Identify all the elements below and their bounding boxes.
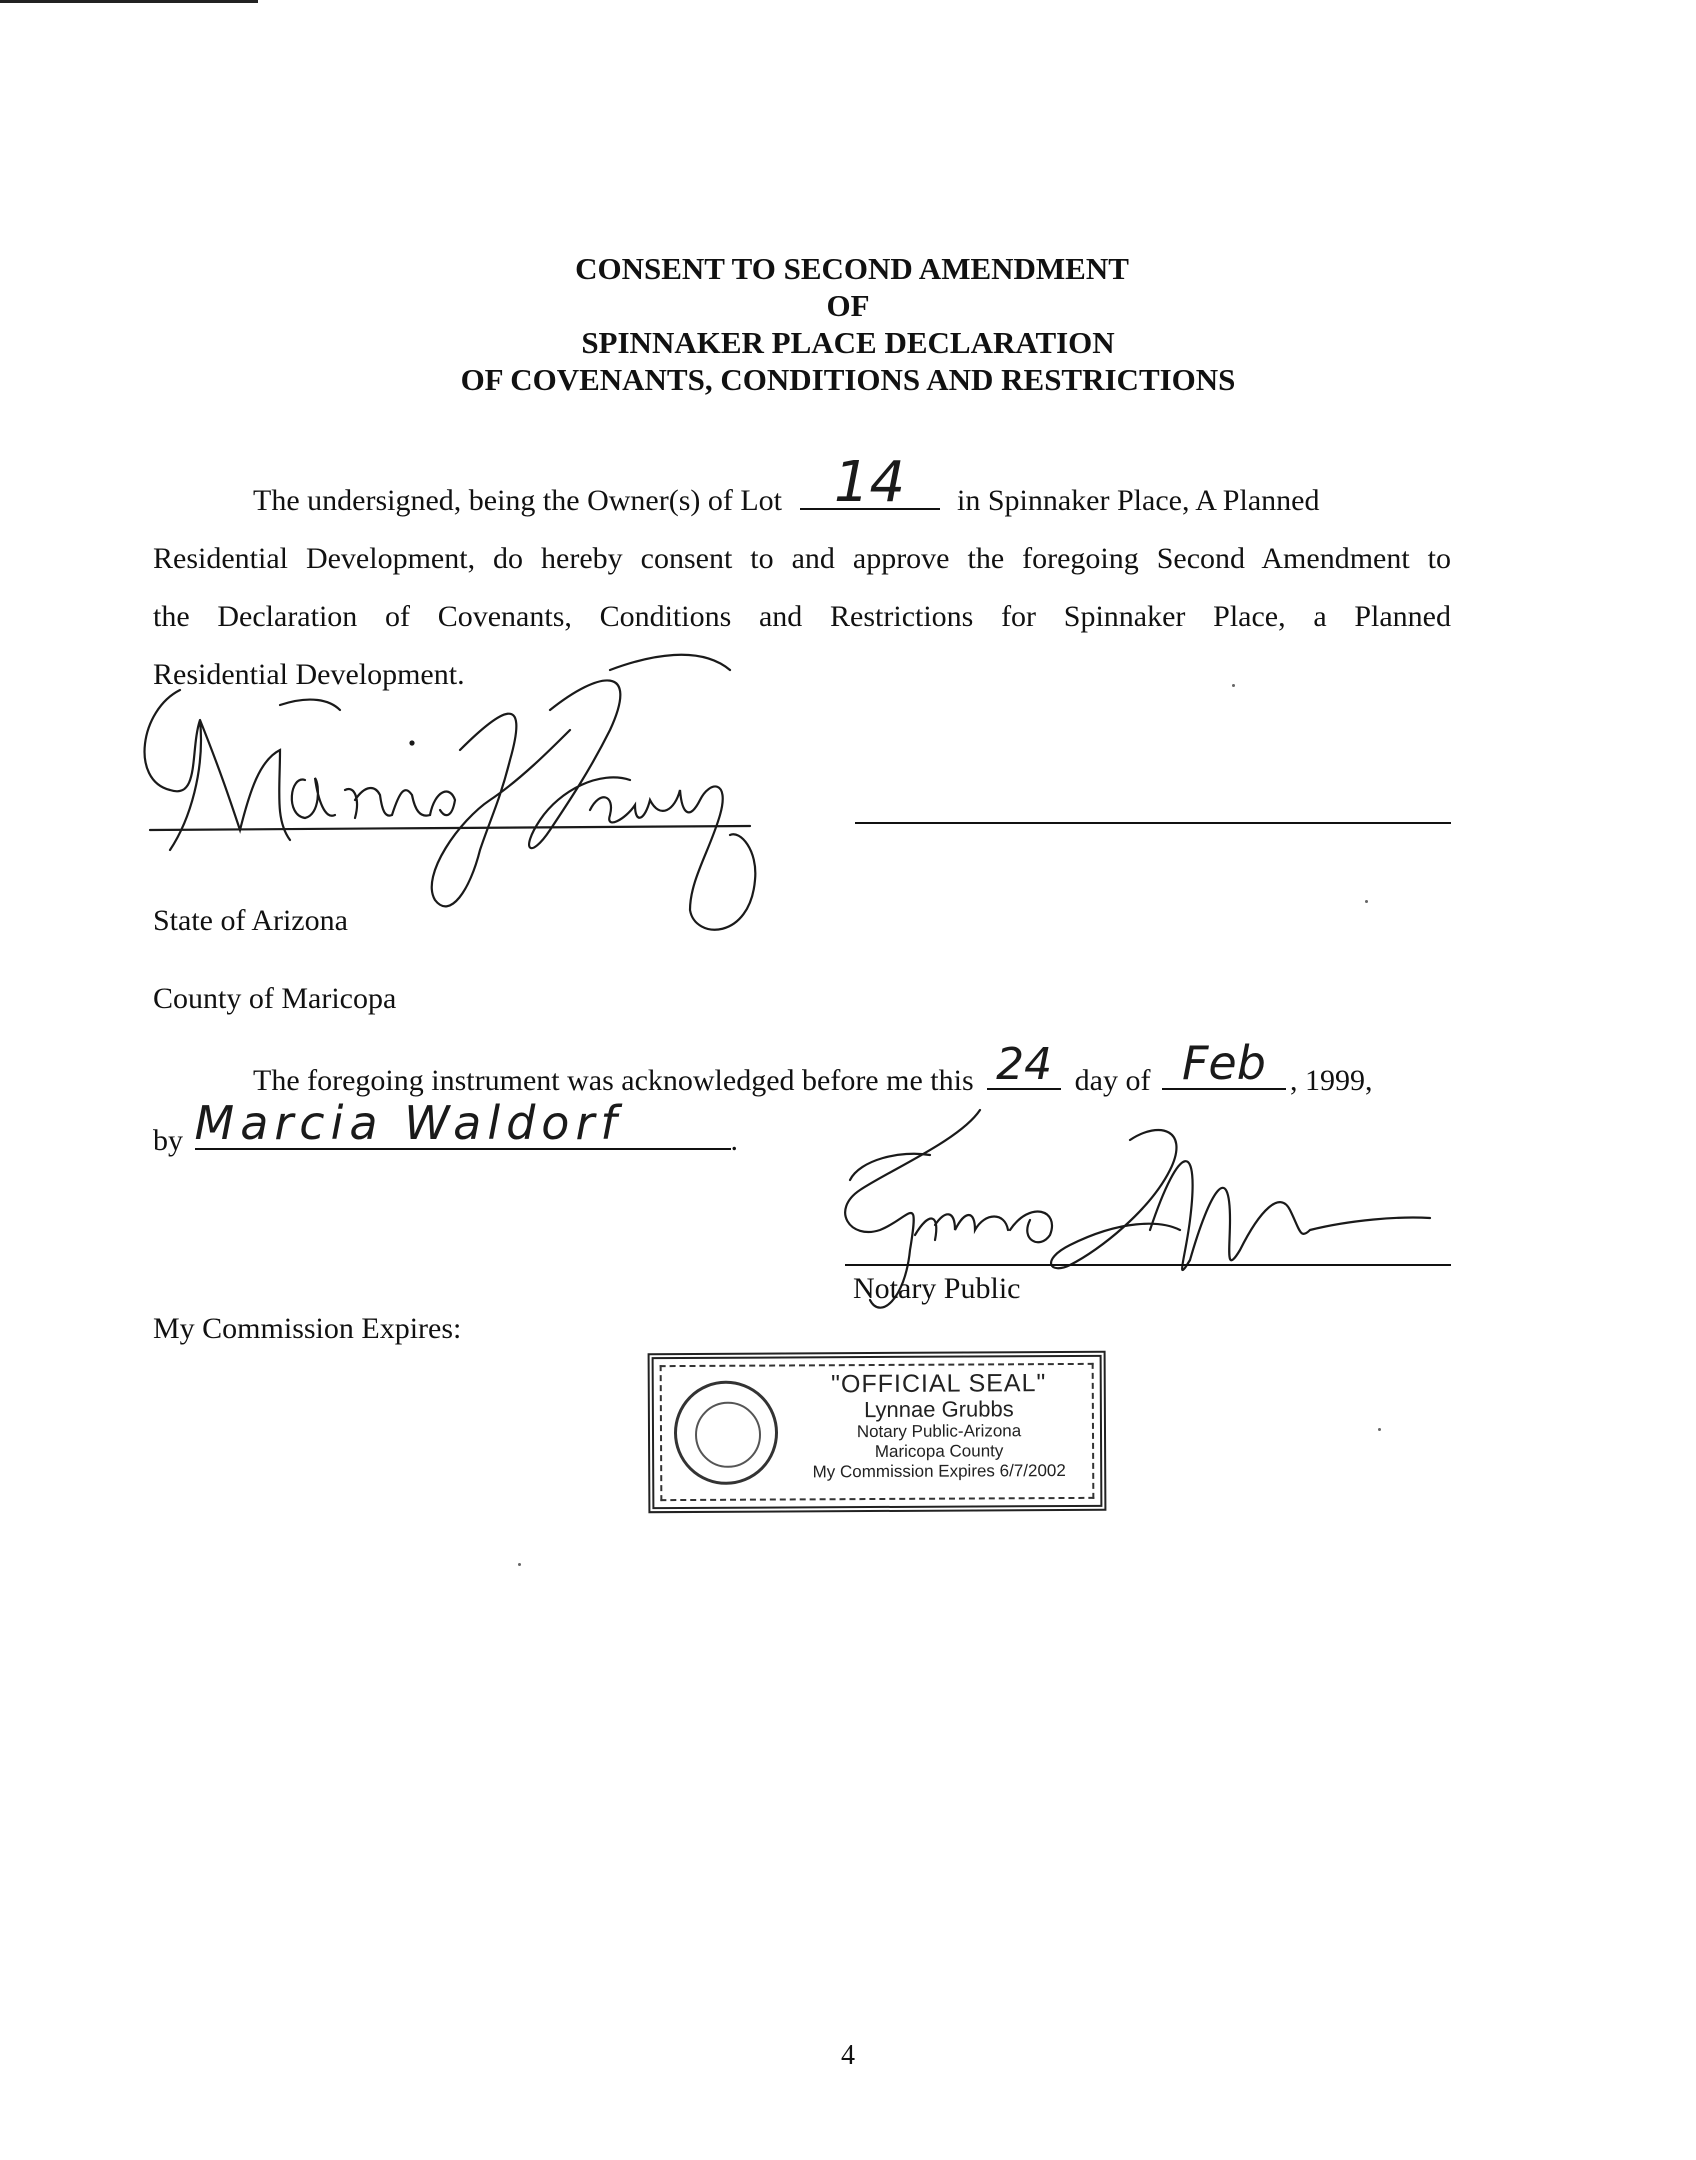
seal-title: "OFFICIAL SEAL"	[831, 1369, 1047, 1399]
lot-number-handwritten: 14	[833, 450, 906, 515]
seal-name: Lynnae Grubbs	[864, 1396, 1014, 1423]
by-end: .	[730, 1124, 738, 1157]
consent-line-2: Residential Development, do hereby consent to and approve the foregoing Second Amendment to	[153, 542, 1451, 575]
acknowledgement-line	[253, 1036, 1373, 1098]
lot-number-field	[800, 450, 940, 515]
consent-line-1-end: in Spinnaker Place, A Planned	[957, 484, 1320, 517]
title-line-1: CONSENT TO SECOND AMENDMENT	[575, 251, 1129, 286]
document-title	[0, 250, 1696, 398]
by-label: by	[153, 1124, 183, 1157]
by-name-field	[194, 1096, 731, 1150]
seal-text	[789, 1369, 1090, 1483]
title-line-4: OF COVENANTS, CONDITIONS AND RESTRICTIONS	[460, 362, 1236, 397]
official-seal-stamp	[648, 1351, 1107, 1513]
scan-speck	[1378, 1428, 1381, 1431]
scan-speck	[1232, 684, 1235, 687]
notary-public-label: Notary Public	[853, 1272, 1021, 1305]
consent-line-4: Residential Development.	[153, 658, 465, 691]
by-line	[153, 1096, 738, 1158]
ack-text-start: The foregoing instrument was acknowledged before me this	[253, 1064, 974, 1097]
ack-day-handwritten: 24	[996, 1039, 1053, 1090]
scan-edge-line	[0, 0, 258, 3]
signature-line-2	[855, 822, 1451, 824]
scan-speck	[518, 1563, 521, 1566]
seal-role: Notary Public-Arizona	[856, 1421, 1022, 1442]
state-line: State of Arizona	[153, 904, 348, 937]
ack-day-of: day of	[1074, 1064, 1151, 1097]
consent-line-3: the Declaration of Covenants, Conditions and Restrictions for Spinnaker Place, a Planned	[153, 600, 1451, 633]
state-seal-emblem-icon	[674, 1381, 779, 1486]
ack-day-field	[987, 1039, 1061, 1090]
title-line-3: SPINNAKER PLACE DECLARATION	[581, 325, 1115, 360]
seal-county: Maricopa County	[874, 1441, 1004, 1462]
title-line-2: OF	[826, 288, 870, 323]
ack-year: , 1999,	[1289, 1064, 1373, 1097]
scan-speck	[1365, 900, 1368, 903]
county-line: County of Maricopa	[153, 982, 397, 1015]
ack-month-handwritten: Feb	[1181, 1036, 1266, 1090]
seal-expiry: My Commission Expires 6/7/2002	[812, 1461, 1066, 1482]
consent-line-1-start: The undersigned, being the Owner(s) of Lot	[253, 484, 783, 517]
consent-line-1	[153, 450, 1451, 530]
page-number: 4	[841, 2040, 855, 2071]
commission-expires-label: My Commission Expires:	[153, 1312, 462, 1345]
ack-month-field	[1162, 1036, 1286, 1090]
by-name-handwritten: Marcia Waldorf	[194, 1096, 623, 1150]
notary-signature-line	[845, 1264, 1451, 1266]
